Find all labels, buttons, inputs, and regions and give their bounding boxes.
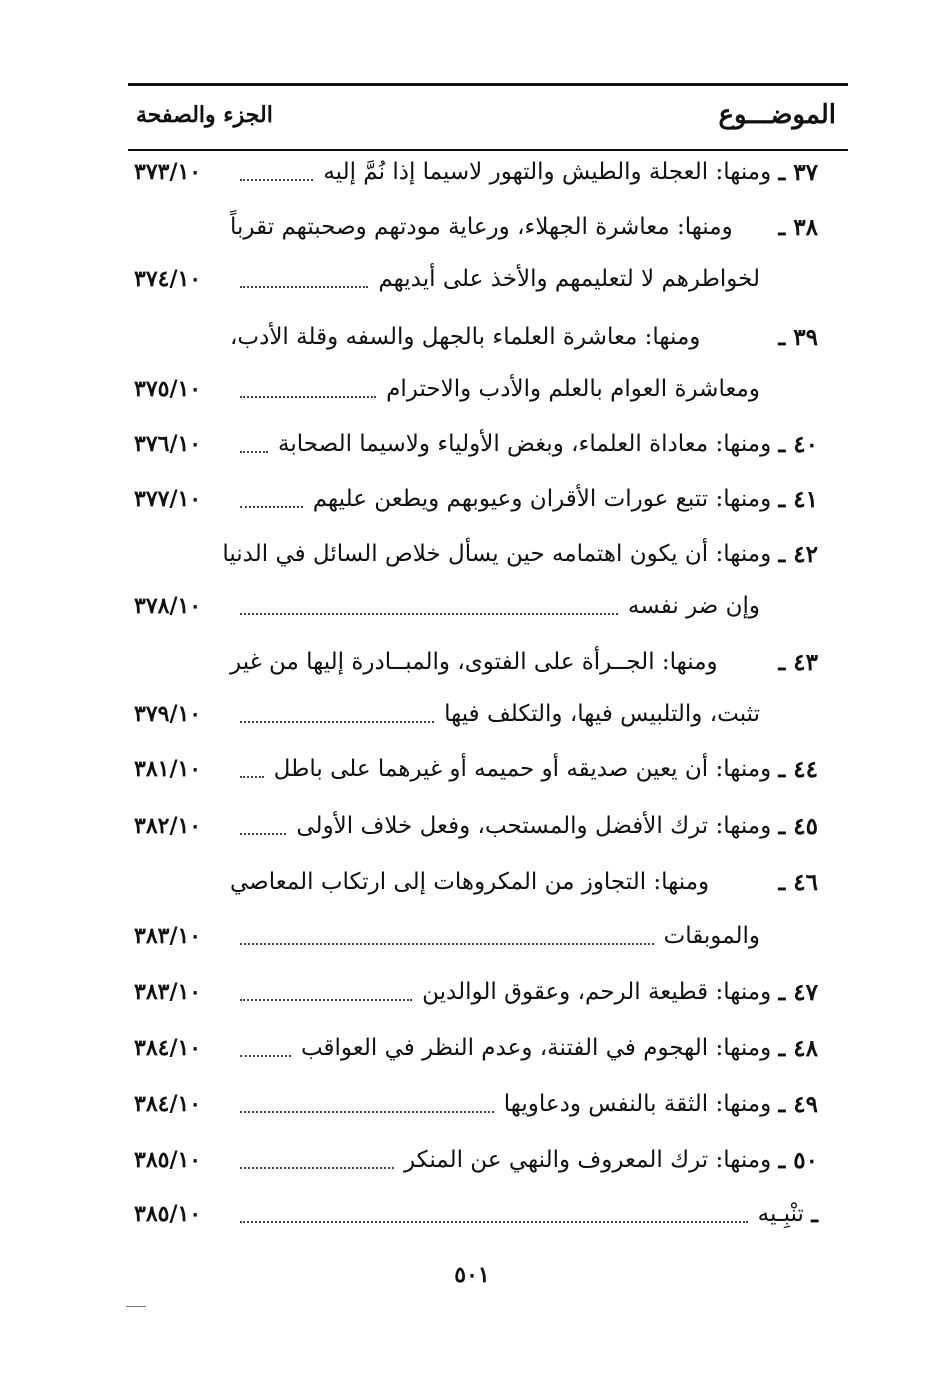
entry-number: ٤١ ـ [778, 485, 818, 513]
entry-number: ٣٧ ـ [778, 158, 818, 186]
entry-text: ومنها: أن يعين صديقه أو حميمه أو غيرهما على باطل [273, 756, 772, 782]
entry-text: ومنها: ترك الأفضل والمستحب، وفعل خلاف الأولى [296, 813, 772, 839]
entry-page-ref: ٣٨٥/١٠ [134, 1201, 202, 1227]
entry-line [230, 150, 818, 194]
entry-text: تنْبِـيه [757, 1201, 804, 1227]
entry-page-ref: ٣٨٤/١٠ [134, 1035, 202, 1061]
table-of-contents [128, 150, 848, 1250]
entry-number: ـ [811, 1200, 818, 1228]
entry-text: ومنها: ترك المعروف والنهي عن المنكر [403, 1147, 772, 1173]
leader-dots [240, 1221, 748, 1223]
entry-line [230, 1082, 818, 1126]
leader-dots [240, 1111, 494, 1113]
entry-line [230, 477, 818, 521]
entry-page-ref: ٣٧٩/١٠ [134, 701, 202, 727]
leader-dots [240, 721, 434, 723]
entry-page-ref: ٣٨٤/١٠ [134, 1091, 202, 1117]
leader-dots [240, 179, 313, 181]
entry-page-ref: ٣٧٦/١٠ [134, 431, 202, 457]
entry-line [230, 315, 818, 359]
entry-number: ٤٠ ـ [778, 430, 818, 458]
entry-line [222, 532, 818, 576]
entry-page-ref: ٣٨٥/١٠ [134, 1147, 202, 1173]
entry-line [230, 747, 818, 791]
entry-line [230, 804, 818, 848]
entry-line [230, 584, 760, 628]
entry-text: ومنها: التجاوز من المكروهات إلى ارتكاب المعاصي [230, 869, 710, 895]
volume-page-column-heading: الجزء والصفحة [136, 102, 273, 128]
entry-text: ومنها: الهجوم في الفتنة، وعدم النظر في العواقب [300, 1035, 772, 1061]
entry-number: ٤٤ ـ [778, 755, 818, 783]
topic-column-heading: الموضـــوع [718, 100, 836, 130]
entry-number: ٤٨ ـ [778, 1034, 818, 1062]
entry-number: ٤٣ ـ [778, 648, 818, 676]
entry-text: ومنها: الجــرأة على الفتوى، والمبــادرة إليها من غير [230, 649, 718, 675]
leader-dots [240, 286, 368, 288]
entry-line [230, 205, 818, 249]
entry-line [230, 422, 818, 466]
entry-page-ref: ٣٧٥/١٠ [134, 376, 202, 402]
entry-text: ومنها: معاشرة الجهلاء، ورعاية مودتهم وصحبتهم تقرباً [230, 214, 733, 240]
entry-text: وإن ضر نفسه [627, 593, 760, 619]
leader-dots [240, 776, 264, 778]
leader-dots [240, 1167, 394, 1169]
entry-page-ref: ٣٨١/١٠ [134, 756, 202, 782]
entry-text: ومنها: العجلة والطيش والتهور لاسيما إذا نُمَّ إليه [323, 159, 772, 185]
entry-number: ٤٩ ـ [778, 1090, 818, 1118]
entry-page-ref: ٣٧٣/١٠ [134, 159, 202, 185]
entry-text: ومنها: معاداة العلماء، وبغض الأولياء ولاسيما الصحابة [278, 431, 772, 457]
entry-line [230, 970, 818, 1014]
toc-header [128, 83, 848, 151]
entry-line [230, 914, 760, 958]
leader-dots [240, 1055, 291, 1057]
entry-line [230, 692, 760, 736]
entry-line [230, 1138, 818, 1182]
entry-text: ومنها: الثقة بالنفس ودعاويها [503, 1091, 772, 1117]
leader-dots [240, 999, 412, 1001]
entry-page-ref: ٣٨٢/١٠ [134, 813, 202, 839]
entry-text: ومعاشرة العوام بالعلم والأدب والاحترام [386, 376, 760, 402]
leader-dots [240, 613, 618, 615]
leader-dots [240, 396, 376, 398]
entry-text: ومنها: أن يكون اهتمامه حين يسأل خلاص السائل في الدنيا [222, 541, 772, 567]
entry-number: ٤٧ ـ [778, 978, 818, 1006]
entry-number: ٣٩ ـ [778, 323, 818, 351]
entry-number: ٣٨ ـ [778, 213, 818, 241]
entry-text: ومنها: تتبع عورات الأقران وعيوبهم ويطعن عليهم [312, 486, 772, 512]
entry-line [230, 1192, 818, 1236]
entry-number: ٤٥ ـ [778, 812, 818, 840]
entry-page-ref: ٣٧٨/١٠ [134, 593, 202, 619]
leader-dots [240, 833, 286, 835]
entry-number: ٤٦ ـ [778, 868, 818, 896]
leader-dots [240, 451, 268, 453]
entry-number: ٥٠ ـ [778, 1146, 818, 1174]
entry-line [230, 257, 760, 301]
entry-page-ref: ٣٧٤/١٠ [134, 266, 202, 292]
entry-line [230, 367, 760, 411]
entry-text: ومنها: معاشرة العلماء بالجهل والسفه وقلة الأدب، [230, 324, 701, 350]
page-number: ٥٠١ [454, 1262, 490, 1288]
leader-dots [240, 506, 303, 508]
entry-line [230, 860, 818, 904]
entry-text: والموبقات [663, 923, 760, 949]
margin-mark [126, 1306, 146, 1307]
entry-text: لخواطرهم لا لتعليمهم والأخذ على أيديهم [378, 266, 760, 292]
entry-line [230, 1026, 818, 1070]
entry-page-ref: ٣٨٣/١٠ [134, 979, 202, 1005]
entry-page-ref: ٣٨٣/١٠ [134, 923, 202, 949]
entry-number: ٤٢ ـ [778, 540, 818, 568]
entry-page-ref: ٣٧٧/١٠ [134, 486, 202, 512]
entry-text: تثبت، والتلبيس فيها، والتكلف فيها [444, 701, 760, 727]
entry-line [230, 640, 818, 684]
leader-dots [240, 943, 654, 945]
entry-text: ومنها: قطيعة الرحم، وعقوق الوالدين [422, 979, 772, 1005]
